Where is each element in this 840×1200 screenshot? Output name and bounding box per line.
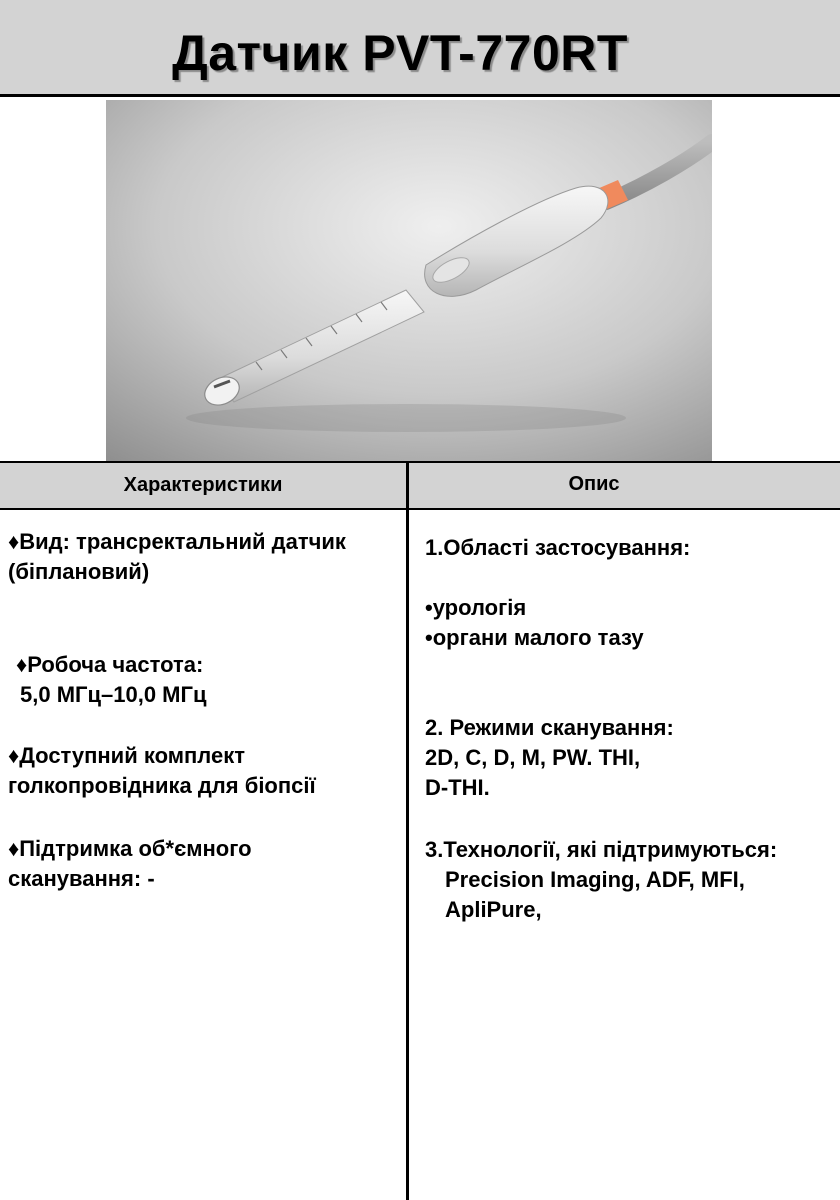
area-pelvic: •органи малого тазу bbox=[425, 625, 644, 650]
page-title: Датчик PVT-770RT bbox=[172, 25, 628, 81]
modes-title: 2. Режими сканування: bbox=[425, 715, 674, 740]
description-column bbox=[425, 533, 837, 925]
tech-line1: Precision Imaging, ADF, MFI, bbox=[445, 867, 745, 892]
area-urology: •урологія bbox=[425, 595, 527, 620]
biopsy-line1: ♦Доступний комплект bbox=[8, 743, 245, 768]
characteristics-column bbox=[8, 527, 404, 894]
probe-type-line1: ♦Вид: трансректальний датчик bbox=[8, 529, 346, 554]
biopsy-line2: голкопровідника для біопсії bbox=[8, 773, 316, 798]
title-bar bbox=[0, 0, 840, 97]
frequency-label: ♦Робоча частота: bbox=[16, 652, 204, 677]
probe-type-line2: (біплановий) bbox=[8, 559, 150, 584]
areas-title: 1.Області застосування: bbox=[425, 535, 691, 560]
volume-line1: ♦Підтримка об*ємного bbox=[8, 836, 252, 861]
modes-line2: D-THI. bbox=[425, 775, 490, 800]
table-header-row bbox=[0, 461, 840, 510]
probe-photo bbox=[106, 100, 712, 461]
volume-line2: сканування: - bbox=[8, 866, 155, 891]
modes-line1: 2D, C, D, M, PW. THI, bbox=[425, 745, 641, 770]
column-divider bbox=[406, 461, 409, 1200]
header-characteristics: Характеристики bbox=[123, 474, 283, 496]
tech-line2: ApliPure, bbox=[445, 897, 542, 922]
tech-title: 3.Технології, які підтримуються: bbox=[425, 837, 778, 862]
header-description: Опис bbox=[568, 473, 620, 495]
frequency-value: 5,0 МГц–10,0 МГц bbox=[20, 682, 207, 707]
